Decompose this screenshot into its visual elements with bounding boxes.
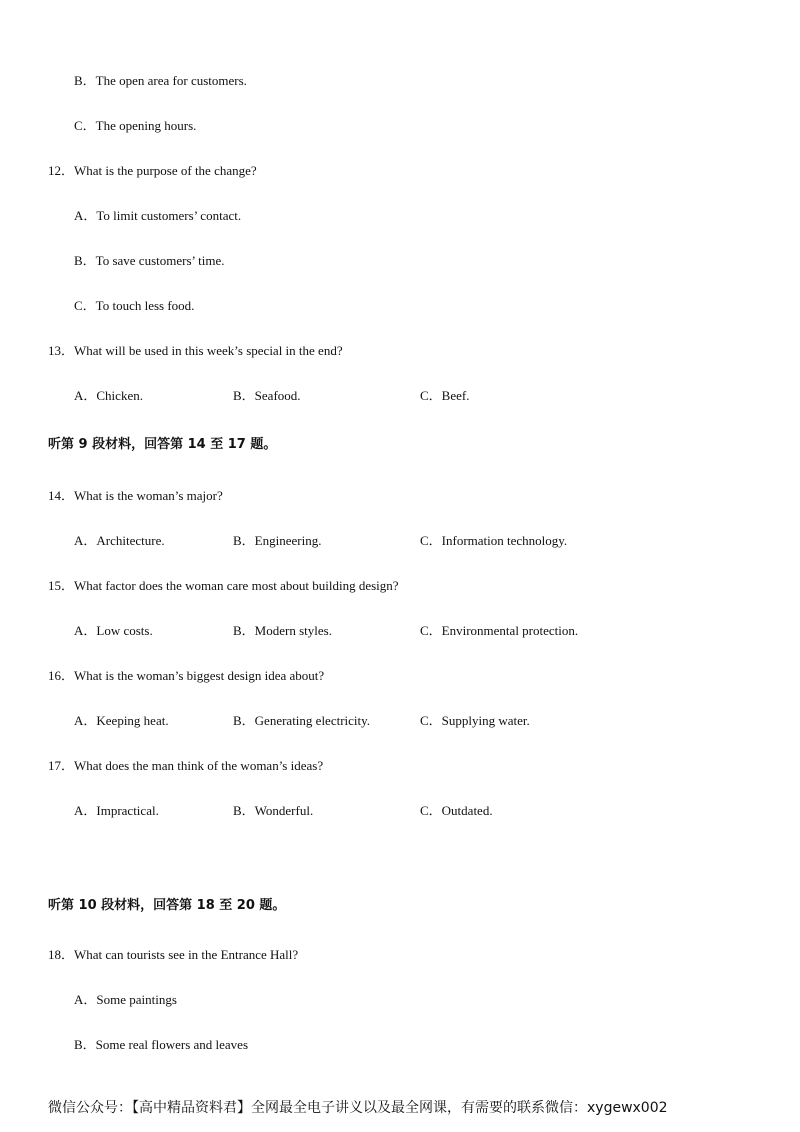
q18-question: 18．What can tourists see in the Entrance Hall? — [48, 947, 299, 962]
section-10-heading: 听第 10 段材料，回答第 18 至 20 题。 — [48, 898, 286, 913]
q13-option-b: B．Seafood. — [233, 388, 301, 403]
q15-option-c: C．Environmental protection. — [420, 623, 579, 638]
q17-option-a: A．Impractical. — [74, 803, 159, 818]
q15-option-a: A．Low costs. — [74, 623, 153, 638]
q14-question: 14．What is the woman’s major? — [48, 488, 223, 503]
q13-option-a: A．Chicken. — [74, 388, 143, 403]
q16-option-b: B．Generating electricity. — [233, 713, 371, 728]
q17-question: 17．What does the man think of the woman’s ideas? — [48, 758, 324, 773]
q15-question: 15．What factor does the woman care most about building design? — [48, 578, 399, 593]
section-9-heading: 听第 9 段材料，回答第 14 至 17 题。 — [48, 437, 277, 452]
q12-question: 12．What is the purpose of the change? — [48, 163, 257, 178]
q12-option-c: C．To touch less food. — [74, 298, 195, 313]
footer-watermark-text: 微信公众号：【高中精品资料君】全网最全电子讲义以及最全网课，有需要的联系微信：xygewx002 — [48, 1100, 668, 1116]
q11-option-c: C．The opening hours. — [74, 118, 197, 133]
q13-question: 13．What will be used in this week’s special in the end? — [48, 343, 343, 358]
q15-option-b: B．Modern styles. — [233, 623, 332, 638]
q16-option-a: A．Keeping heat. — [74, 713, 169, 728]
q14-option-a: A．Architecture. — [74, 533, 165, 548]
q18-option-a: A．Some paintings — [74, 992, 177, 1007]
q13-option-c: C．Beef. — [420, 388, 470, 403]
q16-option-c: C．Supplying water. — [420, 713, 530, 728]
q14-option-c: C．Information technology. — [420, 533, 568, 548]
q12-option-b: B．To save customers’ time. — [74, 253, 225, 268]
q16-question: 16．What is the woman’s biggest design idea about? — [48, 668, 325, 683]
q11-option-b: B．The open area for customers. — [74, 73, 247, 88]
q17-option-b: B．Wonderful. — [233, 803, 314, 818]
q17-option-c: C．Outdated. — [420, 803, 493, 818]
q12-option-a: A．To limit customers’ contact. — [74, 208, 242, 223]
q18-option-b: B．Some real flowers and leaves — [74, 1037, 249, 1052]
q14-option-b: B．Engineering. — [233, 533, 322, 548]
